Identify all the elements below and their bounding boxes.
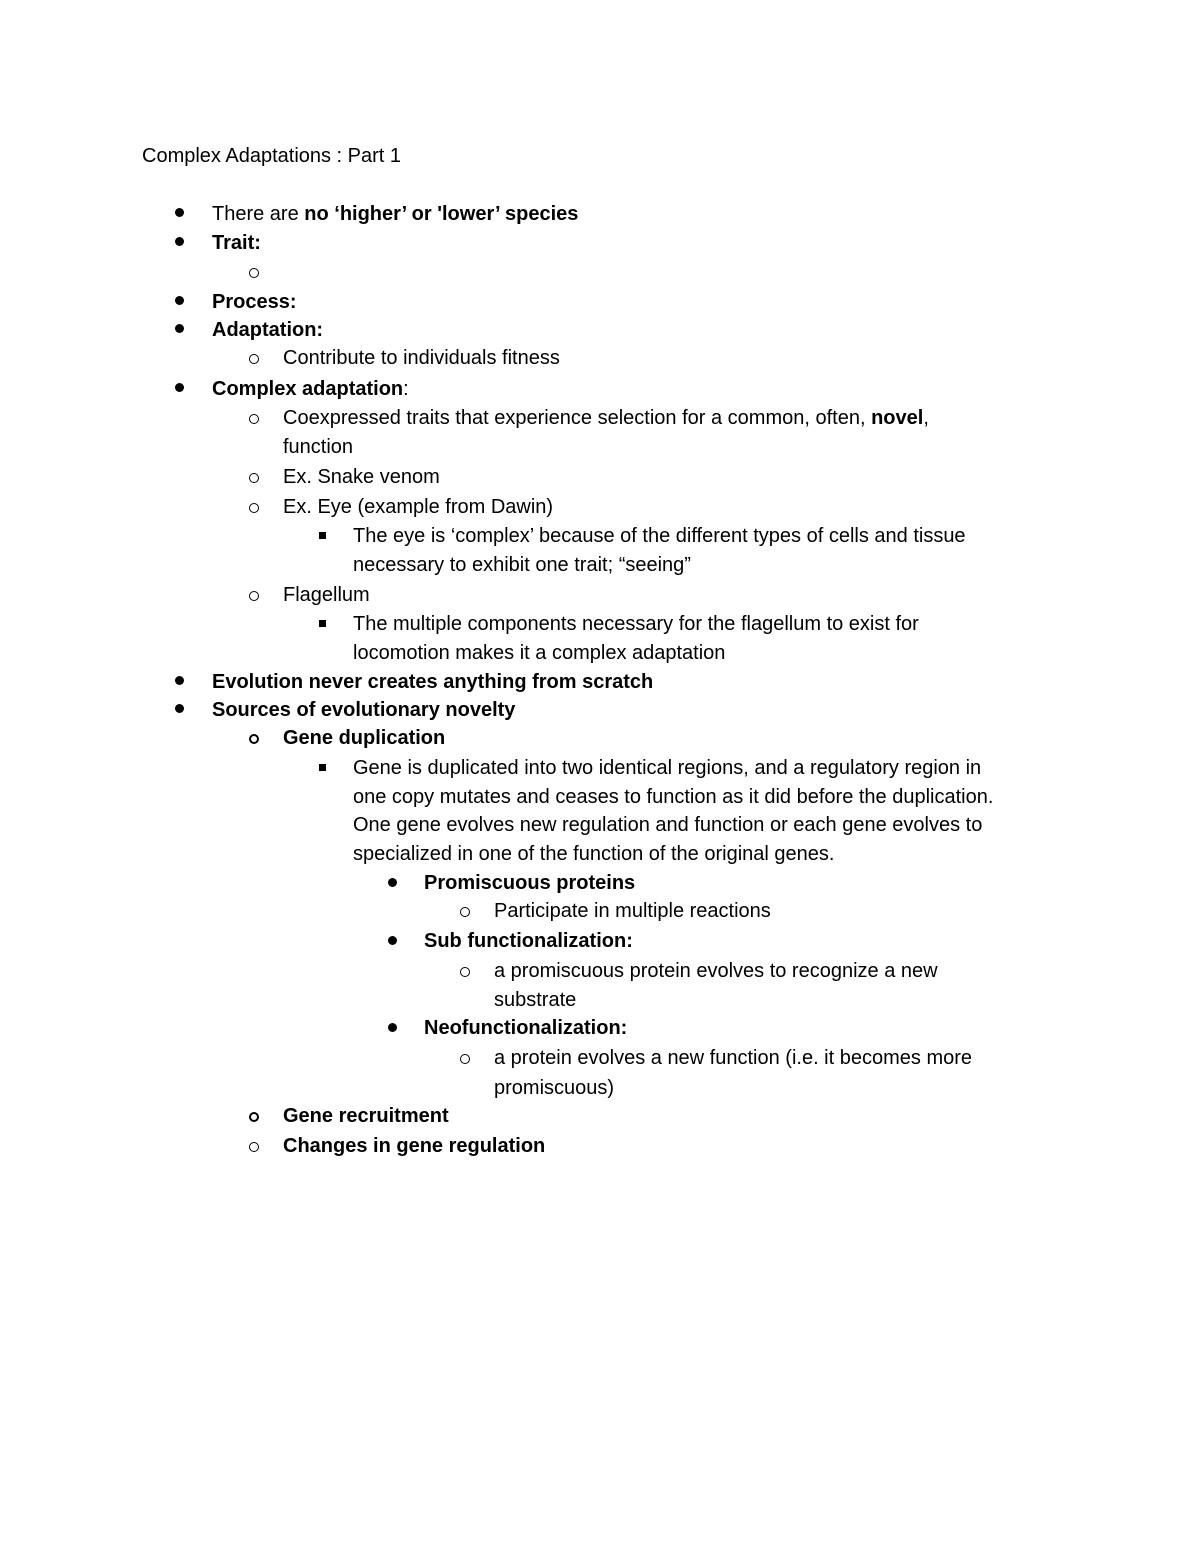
- bullet-disc-icon: [175, 208, 184, 217]
- list-item-neofunc-detail-line2: promiscuous): [494, 1077, 615, 1099]
- list-item-subfunc-detail-line1: a promiscuous protein evolves to recognize a new: [494, 960, 938, 982]
- list-item-eye-detail-line2: necessary to exhibit one trait; “seeing”: [353, 554, 691, 576]
- list-item-flagellum-detail-line1: The multiple components necessary for the flagellum to exist for: [353, 613, 919, 635]
- bullet-square-icon: [319, 764, 326, 771]
- list-item-gene-dup-detail-line1: Gene is duplicated into two identical regions, and a regulatory region in: [353, 757, 982, 779]
- item-bold-text: Complex adaptation: [212, 378, 404, 400]
- bullet-circle-icon: [460, 1054, 470, 1064]
- list-item-complex-adaptation: [212, 375, 409, 403]
- item-text: ,: [923, 407, 929, 429]
- item-text: Coexpressed traits that experience selection for a common, often,: [283, 407, 872, 429]
- list-item-gene-dup-detail-line3: One gene evolves new regulation and function or each gene evolves to: [353, 814, 983, 836]
- item-text: :: [403, 378, 409, 400]
- bullet-circle-icon: [249, 354, 259, 364]
- bullet-disc-icon: [175, 237, 184, 246]
- bullet-disc-icon: [388, 1023, 397, 1032]
- list-item-higher-lower: [212, 200, 578, 228]
- bullet-circle-icon: [460, 907, 470, 917]
- bullet-circle-icon: [249, 473, 259, 483]
- bullet-circle-icon: [249, 734, 259, 744]
- list-item-evolution-scratch: Evolution never creates anything from scratch: [212, 671, 654, 693]
- bullet-disc-icon: [175, 704, 184, 713]
- bullet-circle-icon: [249, 1142, 259, 1152]
- list-item-eye-detail-line1: The eye is ‘complex’ because of the different types of cells and tissue: [353, 525, 966, 547]
- list-item-process: Process:: [212, 291, 297, 313]
- list-item-promiscuous: Promiscuous proteins: [424, 872, 636, 894]
- bullet-circle-icon: [249, 268, 259, 278]
- bullet-square-icon: [319, 620, 326, 627]
- bullet-circle-icon: [249, 414, 259, 424]
- list-item-subfunc-detail-line2: substrate: [494, 989, 577, 1011]
- list-item-gene-dup-detail-line4: specialized in one of the function of the original genes.: [353, 843, 835, 865]
- bullet-circle-icon: [460, 967, 470, 977]
- list-item-eye: Ex. Eye (example from Dawin): [283, 496, 554, 518]
- list-item-coexpressed-line1: [283, 404, 929, 432]
- item-bold-text: no ‘higher’ or 'lower’ species: [304, 203, 579, 225]
- bullet-disc-icon: [175, 676, 184, 685]
- list-item-gene-recruitment: Gene recruitment: [283, 1105, 449, 1127]
- list-item-sources: Sources of evolutionary novelty: [212, 699, 516, 721]
- list-item-trait: Trait:: [212, 232, 261, 254]
- list-item-adaptation-sub: Contribute to individuals fitness: [283, 347, 560, 369]
- list-item-coexpressed-line2: function: [283, 436, 354, 458]
- bullet-square-icon: [319, 532, 326, 539]
- bullet-disc-icon: [388, 936, 397, 945]
- bullet-disc-icon: [175, 383, 184, 392]
- list-item-promiscuous-sub: Participate in multiple reactions: [494, 900, 771, 922]
- bullet-circle-icon: [249, 591, 259, 601]
- list-item-neofunc-detail-line1: a protein evolves a new function (i.e. it becomes more: [494, 1047, 973, 1069]
- list-item-subfunctionalization: Sub functionalization:: [424, 930, 633, 952]
- list-item-adaptation: Adaptation:: [212, 319, 324, 341]
- list-item-gene-duplication: Gene duplication: [283, 727, 446, 749]
- list-item-gene-regulation: Changes in gene regulation: [283, 1135, 546, 1157]
- bullet-circle-icon: [249, 1112, 259, 1122]
- list-item-flagellum-detail-line2: locomotion makes it a complex adaptation: [353, 642, 726, 664]
- list-item-flagellum: Flagellum: [283, 584, 370, 606]
- list-item-gene-dup-detail-line2: one copy mutates and ceases to function as it did before the duplication.: [353, 786, 994, 808]
- bullet-circle-icon: [249, 503, 259, 513]
- item-bold-text: novel: [871, 407, 924, 429]
- list-item-neofunctionalization: Neofunctionalization:: [424, 1017, 628, 1039]
- item-text: There are: [212, 203, 305, 225]
- page-title: Complex Adaptations : Part 1: [142, 145, 402, 167]
- list-item-snake-venom: Ex. Snake venom: [283, 466, 440, 488]
- bullet-disc-icon: [388, 878, 397, 887]
- bullet-disc-icon: [175, 296, 184, 305]
- bullet-disc-icon: [175, 324, 184, 333]
